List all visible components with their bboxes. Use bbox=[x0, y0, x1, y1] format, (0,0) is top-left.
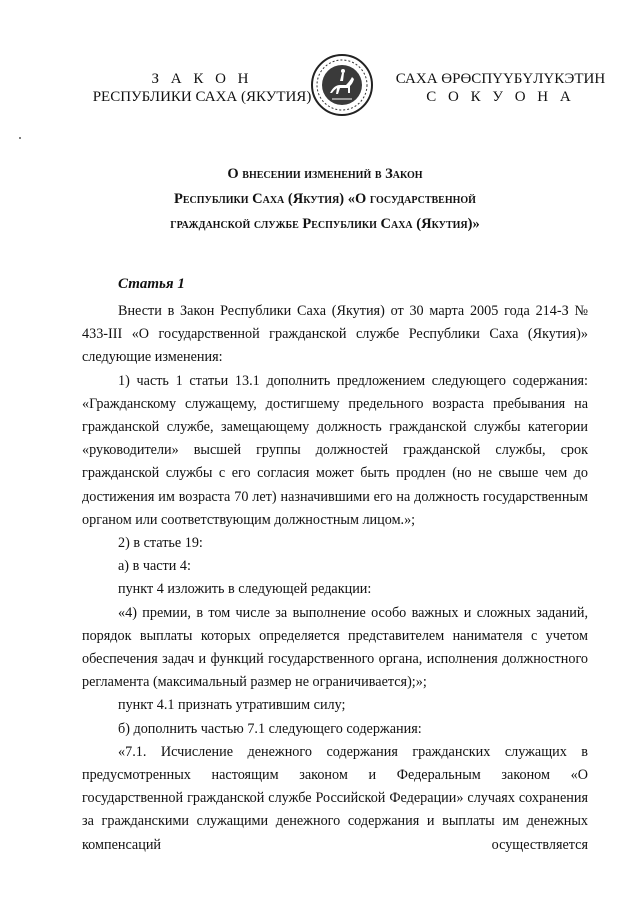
paragraph-intro: Внести в Закон Республики Саха (Якутия) от 30 марта 2005 года 214-З № 433-III «О государственной гражданской службе Республики Саха (Якутия)» следующие изменения: bbox=[82, 303, 588, 366]
title-line-1: О внесении изменений в Закон bbox=[227, 166, 423, 182]
document-title bbox=[80, 162, 570, 237]
paragraph-point-4-1: пункт 4.1 признать утратившим силу; bbox=[118, 697, 346, 714]
paragraph-point-4: пункт 4 изложить в следующей редакции: bbox=[118, 581, 372, 598]
paragraph-item-2a: а) в части 4: bbox=[118, 558, 191, 575]
paragraph-point-4-text: «4) премии, в том числе за выполнение особо важных и сложных заданий, порядок выплаты которых определяется представителем нанимателя с учетом обеспечения задач и функций государственного органа, исполнения должностного регламента (максимальный размер не ограничивается);»; bbox=[82, 604, 588, 691]
republic-name-sakha: САХА ӨРӨСПҮҮБҮЛҮКЭТИН bbox=[395, 71, 606, 87]
header-left bbox=[92, 70, 312, 106]
title-line-2: Республики Саха (Якутия) «О государственной bbox=[174, 191, 476, 207]
coat-of-arms-icon bbox=[310, 53, 374, 117]
paragraph-item-2: 2) в статье 19: bbox=[118, 535, 203, 552]
paragraph-item-2b: б) дополнить частью 7.1 следующего содержания: bbox=[118, 720, 422, 737]
republic-name-ru: РЕСПУБЛИКИ САХА (ЯКУТИЯ) bbox=[92, 89, 312, 105]
article-body bbox=[82, 300, 588, 857]
law-label-ru: З А К О Н bbox=[151, 71, 253, 87]
paragraph-part-7-1: «7.1. Исчисление денежного содержания гражданских служащих в предусмотренных настоящим законом и Федеральным законом «О государственной гражданской службе Российской Федерации» случаях сохранения за гражданскими служащими денежного содержания и выплаты им денежных компенсаций осуществляется bbox=[82, 743, 588, 853]
header-right bbox=[383, 70, 618, 106]
law-label-sakha: С О К У О Н А bbox=[426, 89, 575, 105]
title-line-3: гражданской службе Республики Саха (Якутия)» bbox=[170, 216, 480, 232]
paragraph-item-1: 1) часть 1 статьи 13.1 дополнить предложением следующего содержания: «Гражданскому служащему, достигшему предельного возраста пребывания на гражданской службе, замещающему должность гражданской службы категории «руководители» высшей группы должностей гражданской службы, срок гражданской службы с его согласия может быть продлен (но не свыше чем до достижения им возраста 70 лет) назначившими его на должность государственным органом или соответствующим должностным лицом.»; bbox=[82, 372, 588, 528]
article-heading: Статья 1 bbox=[118, 276, 185, 292]
scan-speck bbox=[19, 137, 21, 139]
